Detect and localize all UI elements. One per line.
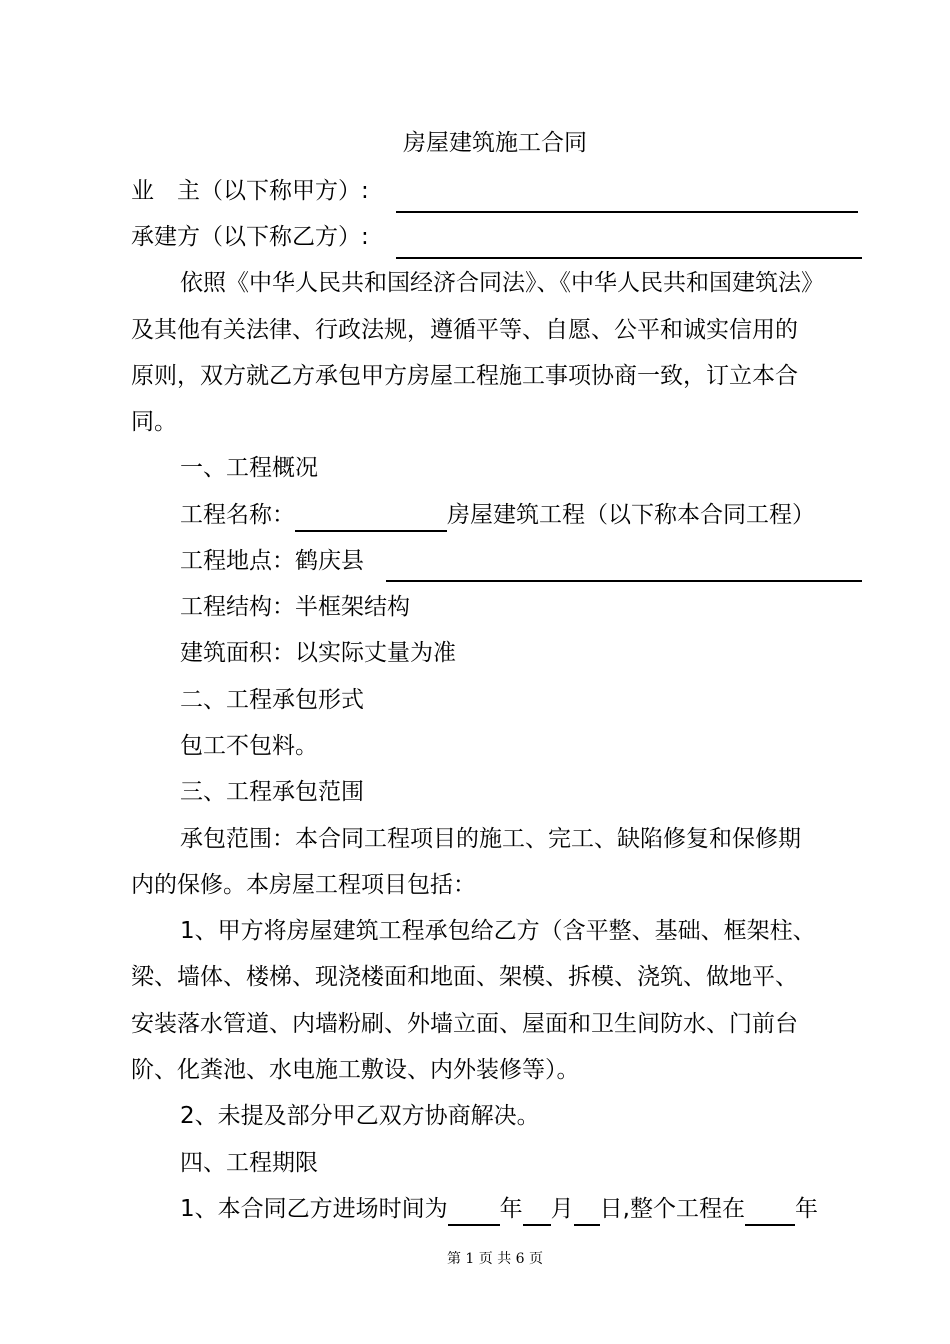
- contract-form: 包工不包料。: [180, 733, 318, 759]
- section-4-heading: 四、工程期限: [180, 1150, 318, 1176]
- party-b-label: 承建方（以下称乙方）:: [131, 224, 369, 250]
- section-1-heading: 一、工程概况: [180, 455, 318, 481]
- project-name-row: [180, 498, 861, 532]
- term-month-label: 月: [550, 1196, 574, 1222]
- project-name-suffix: 房屋建筑工程（以下称本合同工程）: [447, 502, 815, 528]
- party-a-label: 业 主（以下称甲方）:: [131, 178, 369, 204]
- term-year-label: 年: [499, 1196, 523, 1222]
- page-footer: 第 1 页 共 6 页: [446, 1251, 544, 1267]
- project-location-label: 工程地点：鹤庆县: [180, 548, 364, 574]
- item1-line-3: 安装落水管道、内墙粉刷、外墙立面、屋面和卫生间防水、门前台: [131, 1011, 798, 1037]
- party-b-blank[interactable]: [396, 257, 862, 259]
- term-year2-label: 年: [794, 1196, 818, 1222]
- term-mid: ,整个工程在: [622, 1196, 745, 1222]
- project-structure: 工程结构：半框架结构: [180, 594, 410, 620]
- intro-line-2: 及其他有关法律、行政法规，遵循平等、自愿、公平和诚实信用的: [131, 317, 798, 343]
- scope-line-1: 承包范围：本合同工程项目的施工、完工、缺陷修复和保修期: [180, 826, 801, 852]
- item1-line-2: 梁、墙体、楼梯、现浇楼面和地面、架模、拆模、浇筑、做地平、: [131, 964, 798, 990]
- entry-day-blank[interactable]: [574, 1198, 600, 1226]
- document-title: 房屋建筑施工合同: [403, 130, 587, 156]
- scope-line-2: 内的保修。本房屋工程项目包括：: [131, 872, 476, 898]
- term-day-label: 日: [599, 1196, 623, 1222]
- party-a-blank[interactable]: [396, 211, 858, 213]
- section-2-heading: 二、工程承包形式: [180, 687, 364, 713]
- term-prefix: 1、本合同乙方进场时间为: [180, 1196, 448, 1222]
- completion-year-blank[interactable]: [745, 1198, 795, 1226]
- project-name-blank[interactable]: [295, 504, 447, 532]
- project-location-blank[interactable]: [386, 580, 862, 582]
- building-area: 建筑面积：以实际丈量为准: [180, 640, 456, 666]
- entry-year-blank[interactable]: [448, 1198, 500, 1226]
- entry-month-blank[interactable]: [523, 1198, 551, 1226]
- project-name-label: 工程名称：: [180, 502, 295, 528]
- item1-line-4: 阶、化粪池、水电施工敷设、内外装修等）。: [131, 1057, 580, 1083]
- intro-line-1: 依照《中华人民共和国经济合同法》、《中华人民共和国建筑法》: [180, 270, 824, 296]
- item2: 2、未提及部分甲乙双方协商解决。: [180, 1103, 540, 1129]
- item1-line-1: 1、甲方将房屋建筑工程承包给乙方（含平整、基础、框架柱、: [180, 918, 816, 944]
- section-3-heading: 三、工程承包范围: [180, 779, 364, 805]
- term-line: [180, 1192, 861, 1226]
- intro-line-3: 原则，双方就乙方承包甲方房屋工程施工事项协商一致，订立本合: [131, 363, 798, 389]
- intro-line-4: 同。: [131, 409, 177, 435]
